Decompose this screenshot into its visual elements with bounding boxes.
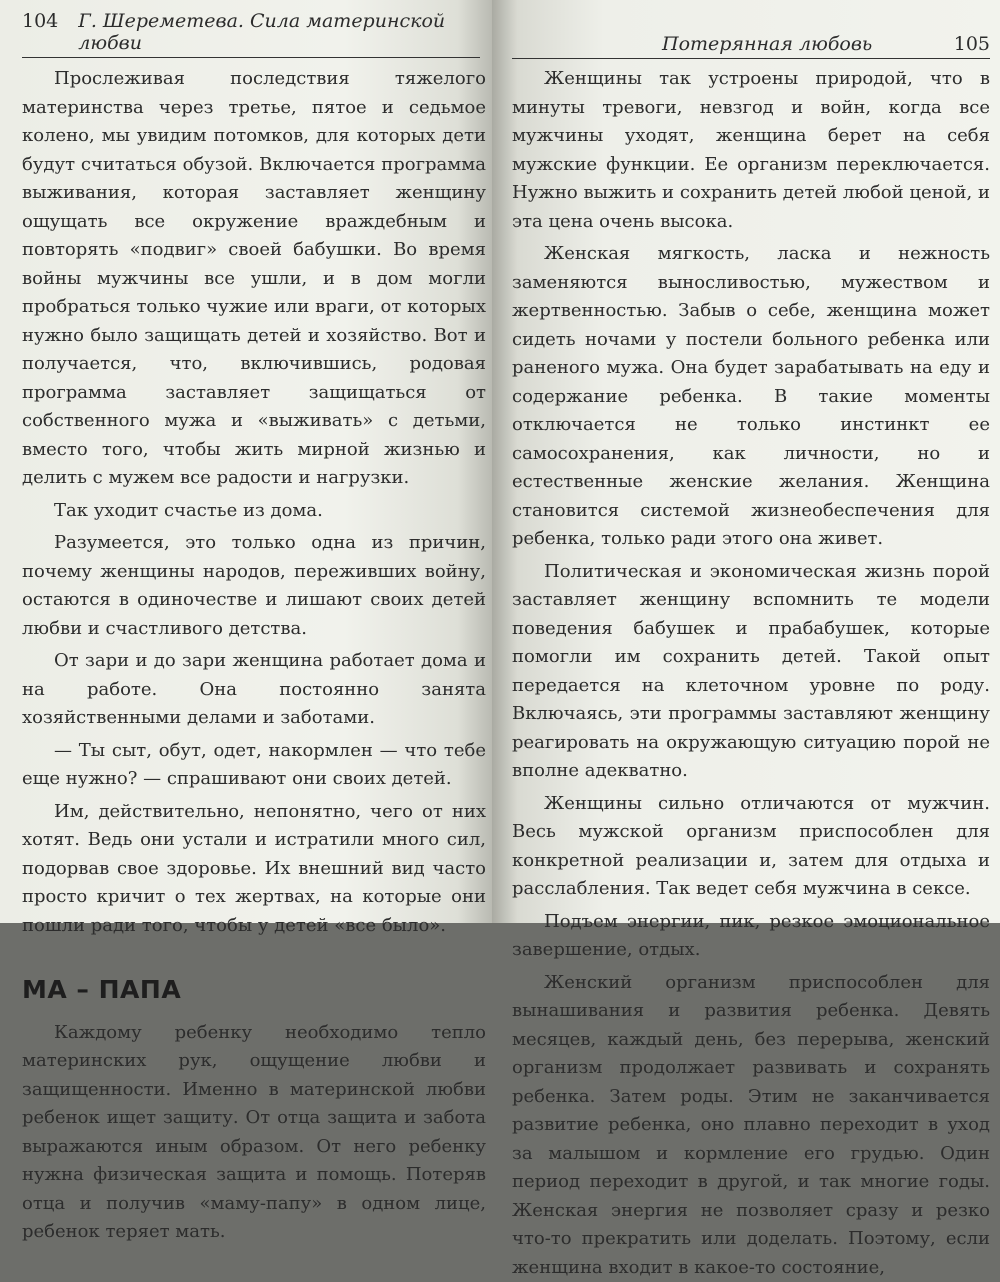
- left-body-text: [22, 65, 486, 1247]
- right-body-text: [512, 65, 990, 1282]
- paragraph: Разумеется, это только одна из причин, почему женщины народов, переживших войну, остаются в одиночестве и лишают своих детей любви и счастливого детства.: [22, 529, 486, 643]
- paragraph: Подъем энергии, пик, резкое эмоциональное завершение, отдых.: [512, 908, 990, 965]
- paragraph: Женщины так устроены природой, что в минуты тревоги, невзгод и войн, когда все мужчины уходят, женщина берет на себя мужские функции. Ее организм переключается. Нужно выжить и сохранить детей любой ценой, и эта цена очень высока.: [512, 65, 990, 236]
- paragraph: Так уходит счастье из дома.: [22, 497, 486, 526]
- paragraph: Каждому ребенку необходимо тепло материнских рук, ощущение любви и защищенности. Именно в материнской любви ребенок ищет защиту. От отца защита и забота выражаются иным образом. От него ребенку нужна физическая защита и помощь. Потеряв отца и получив «маму-папу» в одном лице, ребенок теряет мать.: [22, 1019, 486, 1247]
- left-page: [0, 0, 492, 923]
- section-heading: МА – ПАПА: [22, 976, 486, 1005]
- paragraph: Им, действительно, непонятно, чего от них хотят. Ведь они устали и истратили много сил, подорвав свое здоровье. Их внешний вид часто просто кричит о тех жертвах, на которые они пошли ради того, чтобы у детей «все было».: [22, 798, 486, 941]
- left-running-title: Г. Шереметева. Сила материнской любви: [78, 10, 480, 54]
- paragraph: — Ты сыт, обут, одет, накормлен — что тебе еще нужно? — спрашивают они своих детей.: [22, 737, 486, 794]
- left-running-head: [22, 10, 480, 58]
- paragraph: Политическая и экономическая жизнь порой заставляет женщину вспомнить те модели поведения бабушек и прабабушек, которые помогли им сохранить детей. Такой опыт передается на клеточном уровне по роду. Включаясь, эти программы заставляют женщину реагировать на окружающую ситуацию порой не вполне адекватно.: [512, 558, 990, 786]
- right-page-number: 105: [954, 33, 990, 55]
- paragraph: Женщины сильно отличаются от мужчин. Весь мужской организм приспособлен для конкретной реализации и, затем для отдыха и расслабления. Так ведет себя мужчина в сексе.: [512, 790, 990, 904]
- right-running-head: [512, 33, 990, 59]
- left-page-number: 104: [22, 10, 58, 32]
- right-page: [492, 0, 1000, 923]
- paragraph: Женская мягкость, ласка и нежность заменяются выносливостью, мужеством и жертвенностью. Забыв о себе, женщина может сидеть ночами у постели больного ребенка или раненого мужа. Она будет зарабатывать на еду и содержание ребенка. В такие моменты отключается не только инстинкт ее самосохранения, как личности, но и естественные женские желания. Женщина становится системой жизнеобеспечения для ребенка, только ради этого она живет.: [512, 240, 990, 554]
- paragraph: Прослеживая последствия тяжелого материнства через третье, пятое и седьмое колено, мы увидим потомков, для которых дети будут считаться обузой. Включается программа выживания, которая заставляет женщину ощущать все окружение враждебным и повторять «подвиг» своей бабушки. Во время войны мужчины все ушли, и в дом могли пробраться только чужие или враги, от которых нужно было защищать детей и хозяйство. Вот и получается, что, включившись, родовая программа заставляет защищаться от собственного мужа и «выживать» с детьми, вместо того, чтобы жить мирной жизнью и делить с мужем все радости и нагрузки.: [22, 65, 486, 493]
- paragraph: Женский организм приспособлен для вынашивания и развития ребенка. Девять месяцев, каждый день, без перерыва, женский организм продолжает развивать и сохранять ребенка. Затем роды. Этим не заканчивается развитие ребенка, оно плавно переходит в уход за малышом и кормление его грудью. Один период переходит в другой, и так многие годы. Женская энергия не позволяет сразу и резко что-то прекратить или доделать. Поэтому, если женщина входит в какое-то состояние,: [512, 969, 990, 1282]
- right-running-title: Потерянная любовь: [662, 33, 872, 55]
- paragraph: От зари и до зари женщина работает дома и на работе. Она постоянно занята хозяйственными делами и заботами.: [22, 647, 486, 733]
